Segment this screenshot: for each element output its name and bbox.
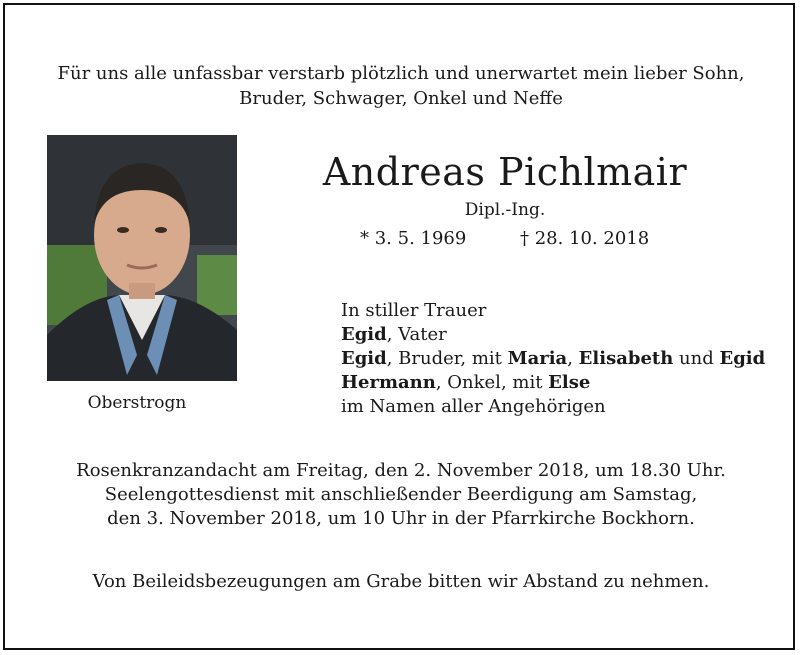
death-date: † 28. 10. 2018	[520, 228, 650, 249]
deceased-name: Andreas Pichlmair	[322, 150, 688, 194]
mourner-name: Hermann	[341, 372, 436, 393]
place-of-residence: Oberstrogn	[87, 393, 187, 413]
mourner-name: Else	[548, 372, 591, 393]
mourner-relation: , Vater	[386, 324, 447, 345]
mourner-name: Egid	[719, 348, 766, 369]
service-details	[5, 459, 797, 531]
intro-text	[5, 61, 797, 111]
mourner-relation: , Onkel, mit	[435, 372, 549, 393]
mourner-separator: ,	[567, 348, 579, 369]
service-line-1: Rosenkranzandacht am Freitag, den 2. November 2018, um 18.30 Uhr.	[76, 460, 726, 481]
mourners-intro: In stiller Trauer	[341, 300, 487, 321]
portrait-image	[47, 135, 237, 381]
mourner-name: Elisabeth	[578, 348, 674, 369]
service-line-3: den 3. November 2018, um 10 Uhr in der Pfarrkirche Bockhorn.	[107, 508, 695, 529]
mourner-separator: und	[673, 348, 720, 369]
mourner-line-3	[341, 371, 781, 395]
academic-title: Dipl.-Ing.	[464, 200, 546, 220]
mourner-name: Egid	[341, 348, 387, 369]
mourners-block	[341, 299, 781, 419]
intro-line-1: Für uns alle unfassbar verstarb plötzlich und unerwartet mein lieber Sohn,	[57, 63, 745, 84]
mourner-name: Maria	[507, 348, 568, 369]
mourner-line-1	[341, 323, 781, 347]
birth-date: * 3. 5. 1969	[360, 228, 467, 249]
mourner-relation: , Bruder, mit	[386, 348, 508, 369]
intro-line-2: Bruder, Schwager, Onkel und Neffe	[239, 88, 563, 109]
service-line-2: Seelengottesdienst mit anschließender Beerdigung am Samstag,	[104, 484, 698, 505]
mourner-line-2	[341, 347, 781, 371]
mourner-name: Egid	[341, 324, 387, 345]
closing-note: Von Beileidsbezeugungen am Grabe bitten wir Abstand zu nehmen.	[92, 571, 710, 592]
portrait-photo	[47, 135, 237, 381]
mourners-closing: im Namen aller Angehörigen	[341, 396, 606, 417]
obituary-card	[3, 3, 795, 650]
